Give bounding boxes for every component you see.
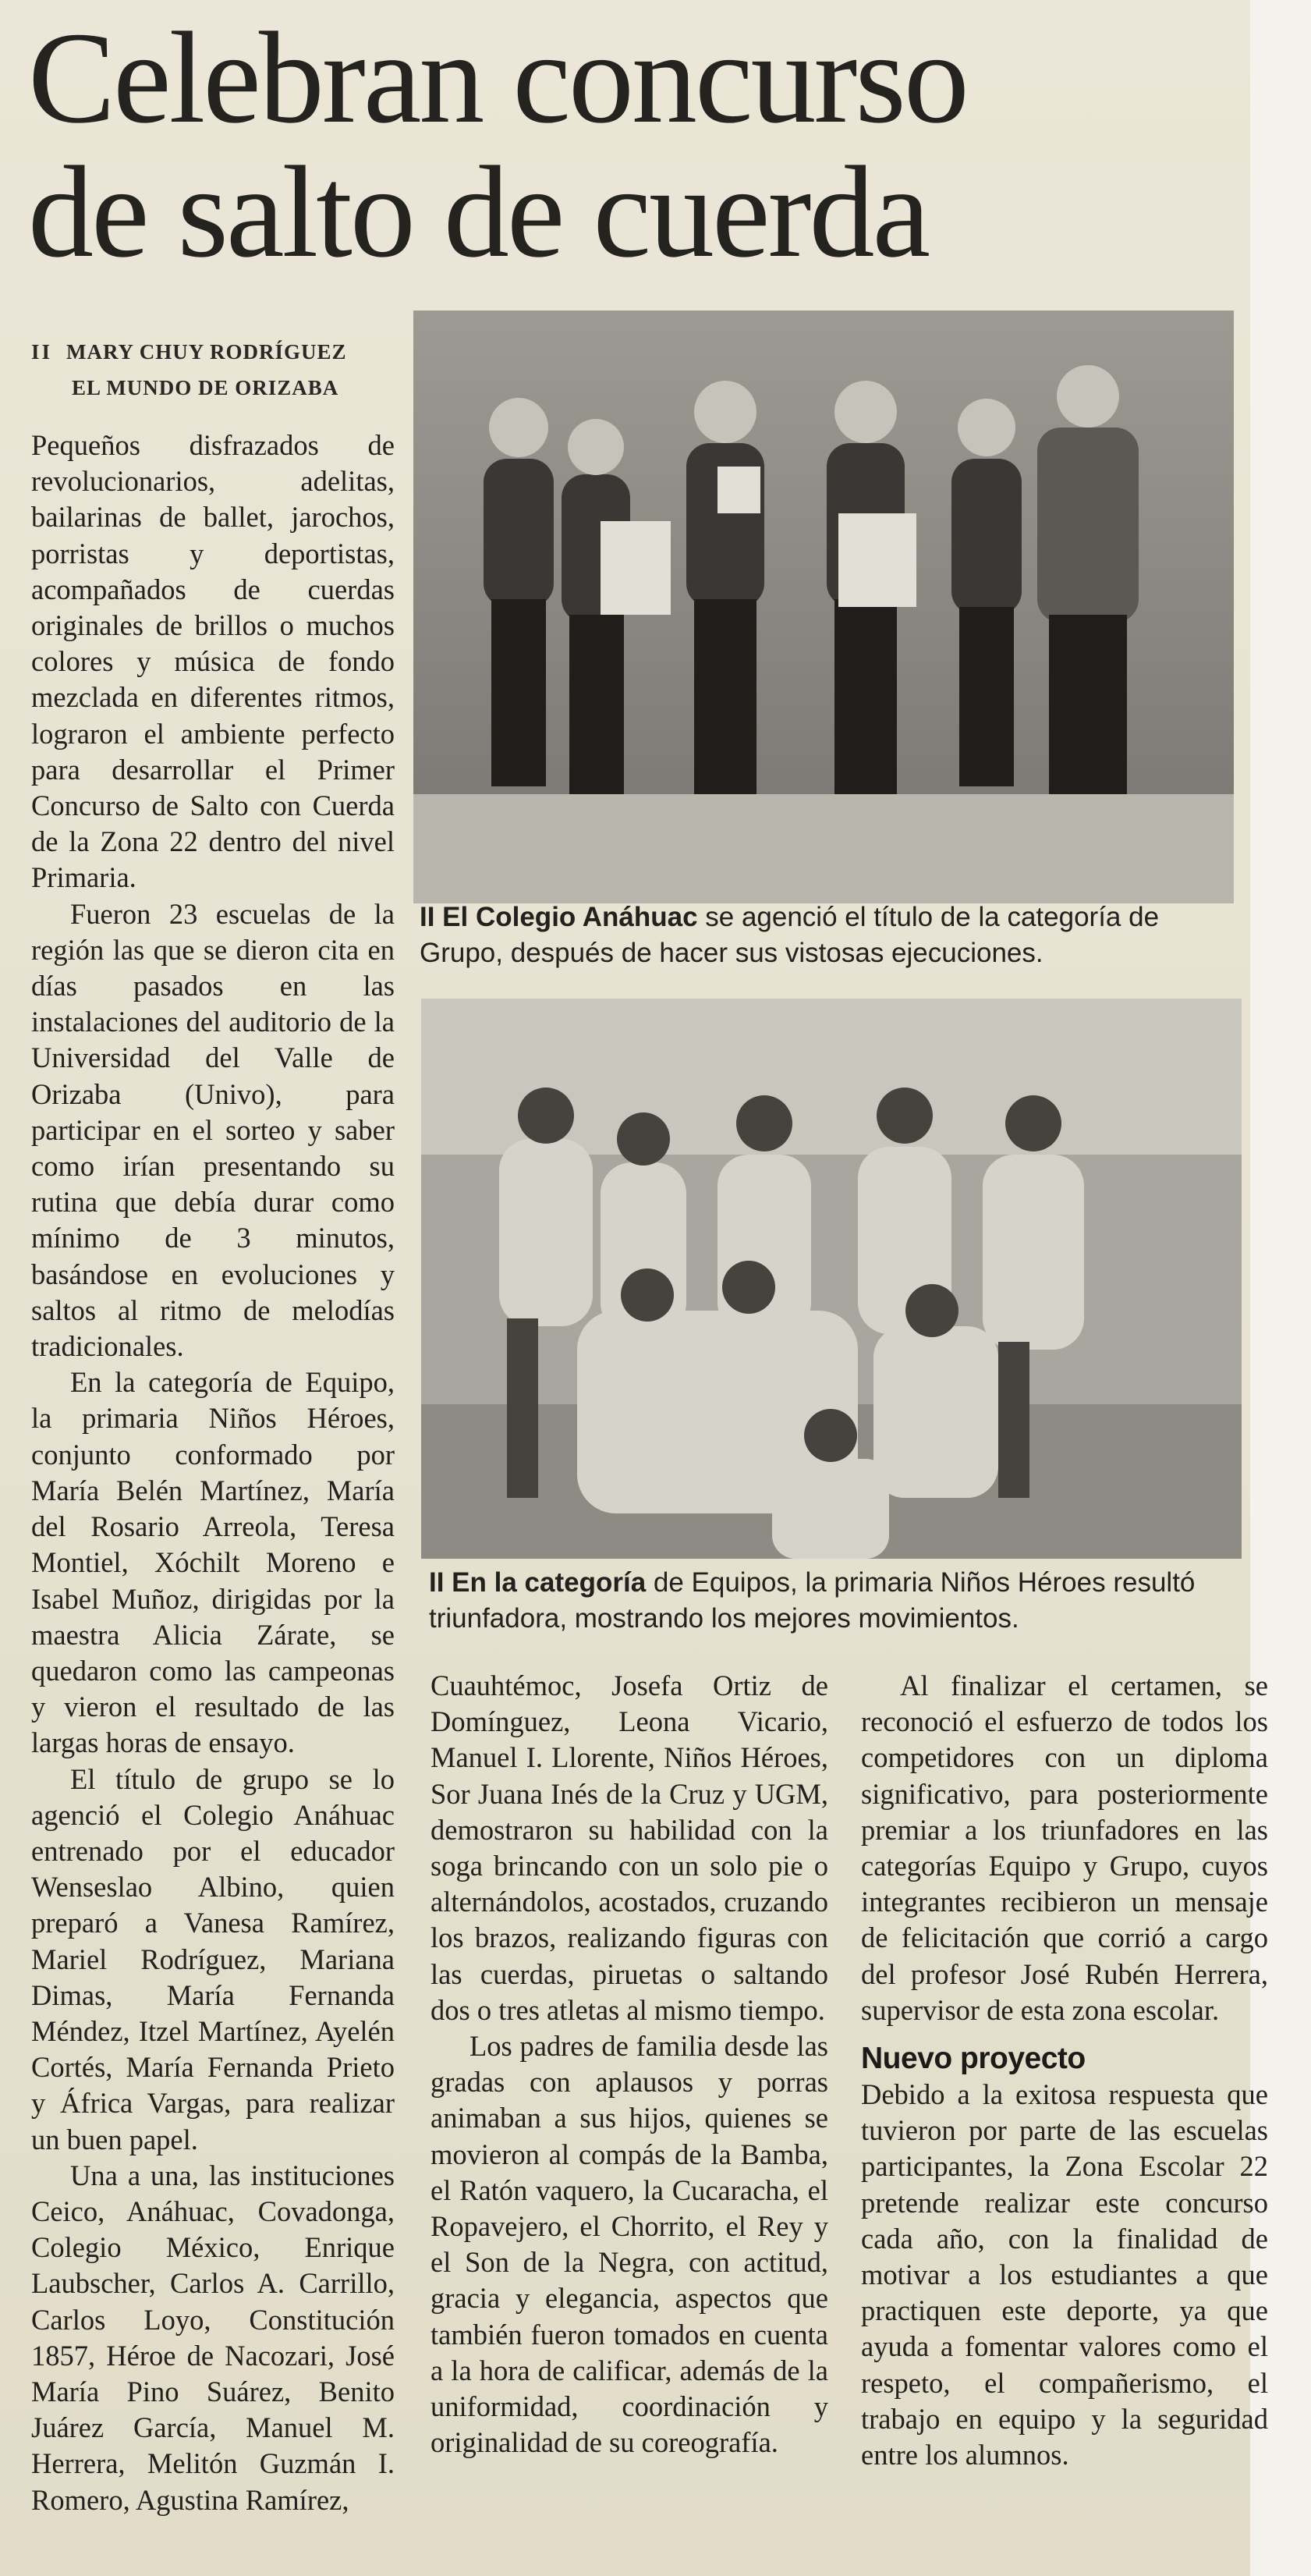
article-column-2 <box>431 1668 828 2461</box>
article-column-3 <box>861 1668 1268 2473</box>
paragraph: Pequeños disfrazados de revolucionarios, adelitas, bailarinas de ballet, jarochos, porristas y deportistas, acompañados de cuerdas originales de brillos o muchos colores y música de fondo mezclada en diferentes ritmos, lograron el ambiente perfecto para desarrollar el Primer Concurso de Salto con Cuerda de la Zona 22 dentro del nivel Primaria. <box>31 429 395 894</box>
paragraph: El título de grupo se lo agenció el Colegio Anáhuac entrenado por el educador Wenseslao Albino, quien preparó a Vanesa Ramírez, Mariel Rodríguez, Mariana Dimas, María Fernanda Méndez, Itzel Martínez, Ayelén Cortés, María Fernanda Prieto y África Vargas, para realizar un buen papel. <box>31 1762 395 2156</box>
paragraph: Cuauhtémoc, Josefa Ortiz de Domínguez, Leona Vicario, Manuel I. Llorente, Niños Héroes, Sor Juana Inés de la Cruz y UGM, demostraron su habilidad con la soga brincando con un solo pie o alternándolos, acostados, cruzando los brazos, realizando figuras con las cuerdas, piruetas o saltando dos o tres atletas al mismo tiempo. <box>431 1669 828 2026</box>
caption-2-lead: II En la categoría <box>429 1567 647 1598</box>
byline <box>31 334 347 406</box>
paragraph: Una a una, las instituciones Ceico, Anáhuac, Covadonga, Colegio México, Enrique Laubscher, Carlos A. Carrillo, Carlos Loyo, Constitución 1857, Héroe de Nacozari, José María Pino Suárez, Benito Juárez García, Manuel M. Herrera, Melitón Guzmán I. Romero, Agustina Ramírez, <box>31 2159 395 2516</box>
headline <box>28 5 1245 285</box>
caption-1-text: se agenció el título de la categoría de Grupo, después de hacer sus vistosas ejecuciones. <box>420 902 1160 968</box>
photo-anahuac-image <box>413 310 1234 903</box>
photo-colegio-anahuac <box>413 310 1234 903</box>
paragraph: Los padres de familia desde las gradas con aplausos y porras animaban a sus hijos, quienes se movieron al compás de la Bamba, el Ratón vaquero, la Cucaracha, el Ropavejero, el Chorrito, el Rey y el Son de la Negra, con actitud, gracia y elegancia, aspectos que también fueron tomados en cuenta a la hora de calificar, además de la uniformidad, coordinación y originalidad de su coreografía. <box>431 2030 828 2459</box>
caption-1-lead: II El Colegio Anáhuac <box>420 902 698 932</box>
paragraph: Debido a la exitosa respuesta que tuvieron por parte de las escuelas participantes, la Zona Escolar 22 pretende realizar este concurso cada año, con la finalidad de motivar a los estudiantes a que practiquen este deporte, ya que ayuda a fomentar valores como el respeto, el compañerismo, el trabajo en equipo y la seguridad entre los alumnos. <box>861 2078 1268 2471</box>
caption-2-text: de Equipos, la primaria Niños Héroes resultó triunfadora, mostrando los mejores movimientos. <box>429 1567 1196 1634</box>
headline-line-2: de salto de cuerda <box>28 140 929 285</box>
paragraph: En la categoría de Equipo, la primaria Niños Héroes, conjunto conformado por María Belén Martínez, María del Rosario Arreola, Teresa Montiel, Xóchilt Moreno e Isabel Muñoz, dirigidas por la maestra Alicia Zárate, se quedaron como las campeonas y vieron el resultado de las largas horas de ensayo. <box>31 1366 395 1759</box>
article-column-1 <box>31 428 395 2518</box>
byline-outlet: EL MUNDO DE ORIZABA <box>72 376 339 399</box>
byline-author: MARY CHUY RODRÍGUEZ <box>66 340 347 364</box>
byline-marker: II <box>31 340 53 364</box>
paragraph: Fueron 23 escuelas de la región las que se dieron cita en días pasados en las instalaciones del auditorio de la Universidad del Valle de Orizaba (Univo), para participar en el sorteo y saber como irían presentando su rutina que debía durar como mínimo de 3 minutos, basándose en evoluciones y saltos al ritmo de melodías tradicionales. <box>31 897 395 1363</box>
subhead-nuevo-proyecto: Nuevo proyecto <box>861 2042 1086 2076</box>
photo-caption-1 <box>420 899 1246 971</box>
headline-line-1: Celebran concurso <box>28 5 967 151</box>
photo-caption-2 <box>429 1565 1256 1637</box>
photo-ninos-heroes <box>421 999 1242 1559</box>
photo-ninos-heroes-image <box>421 999 1242 1559</box>
paragraph: Al finalizar el certamen, se reconoció el esfuerzo de todos los competidores con un diploma significativo, para posteriormente premiar a los triunfadores en las categorías Equipo y Grupo, cuyos integrantes recibieron un mensaje de felicitación que corrió a cargo del profesor José Rubén Herrera, supervisor de esta zona escolar. <box>861 1669 1268 2026</box>
